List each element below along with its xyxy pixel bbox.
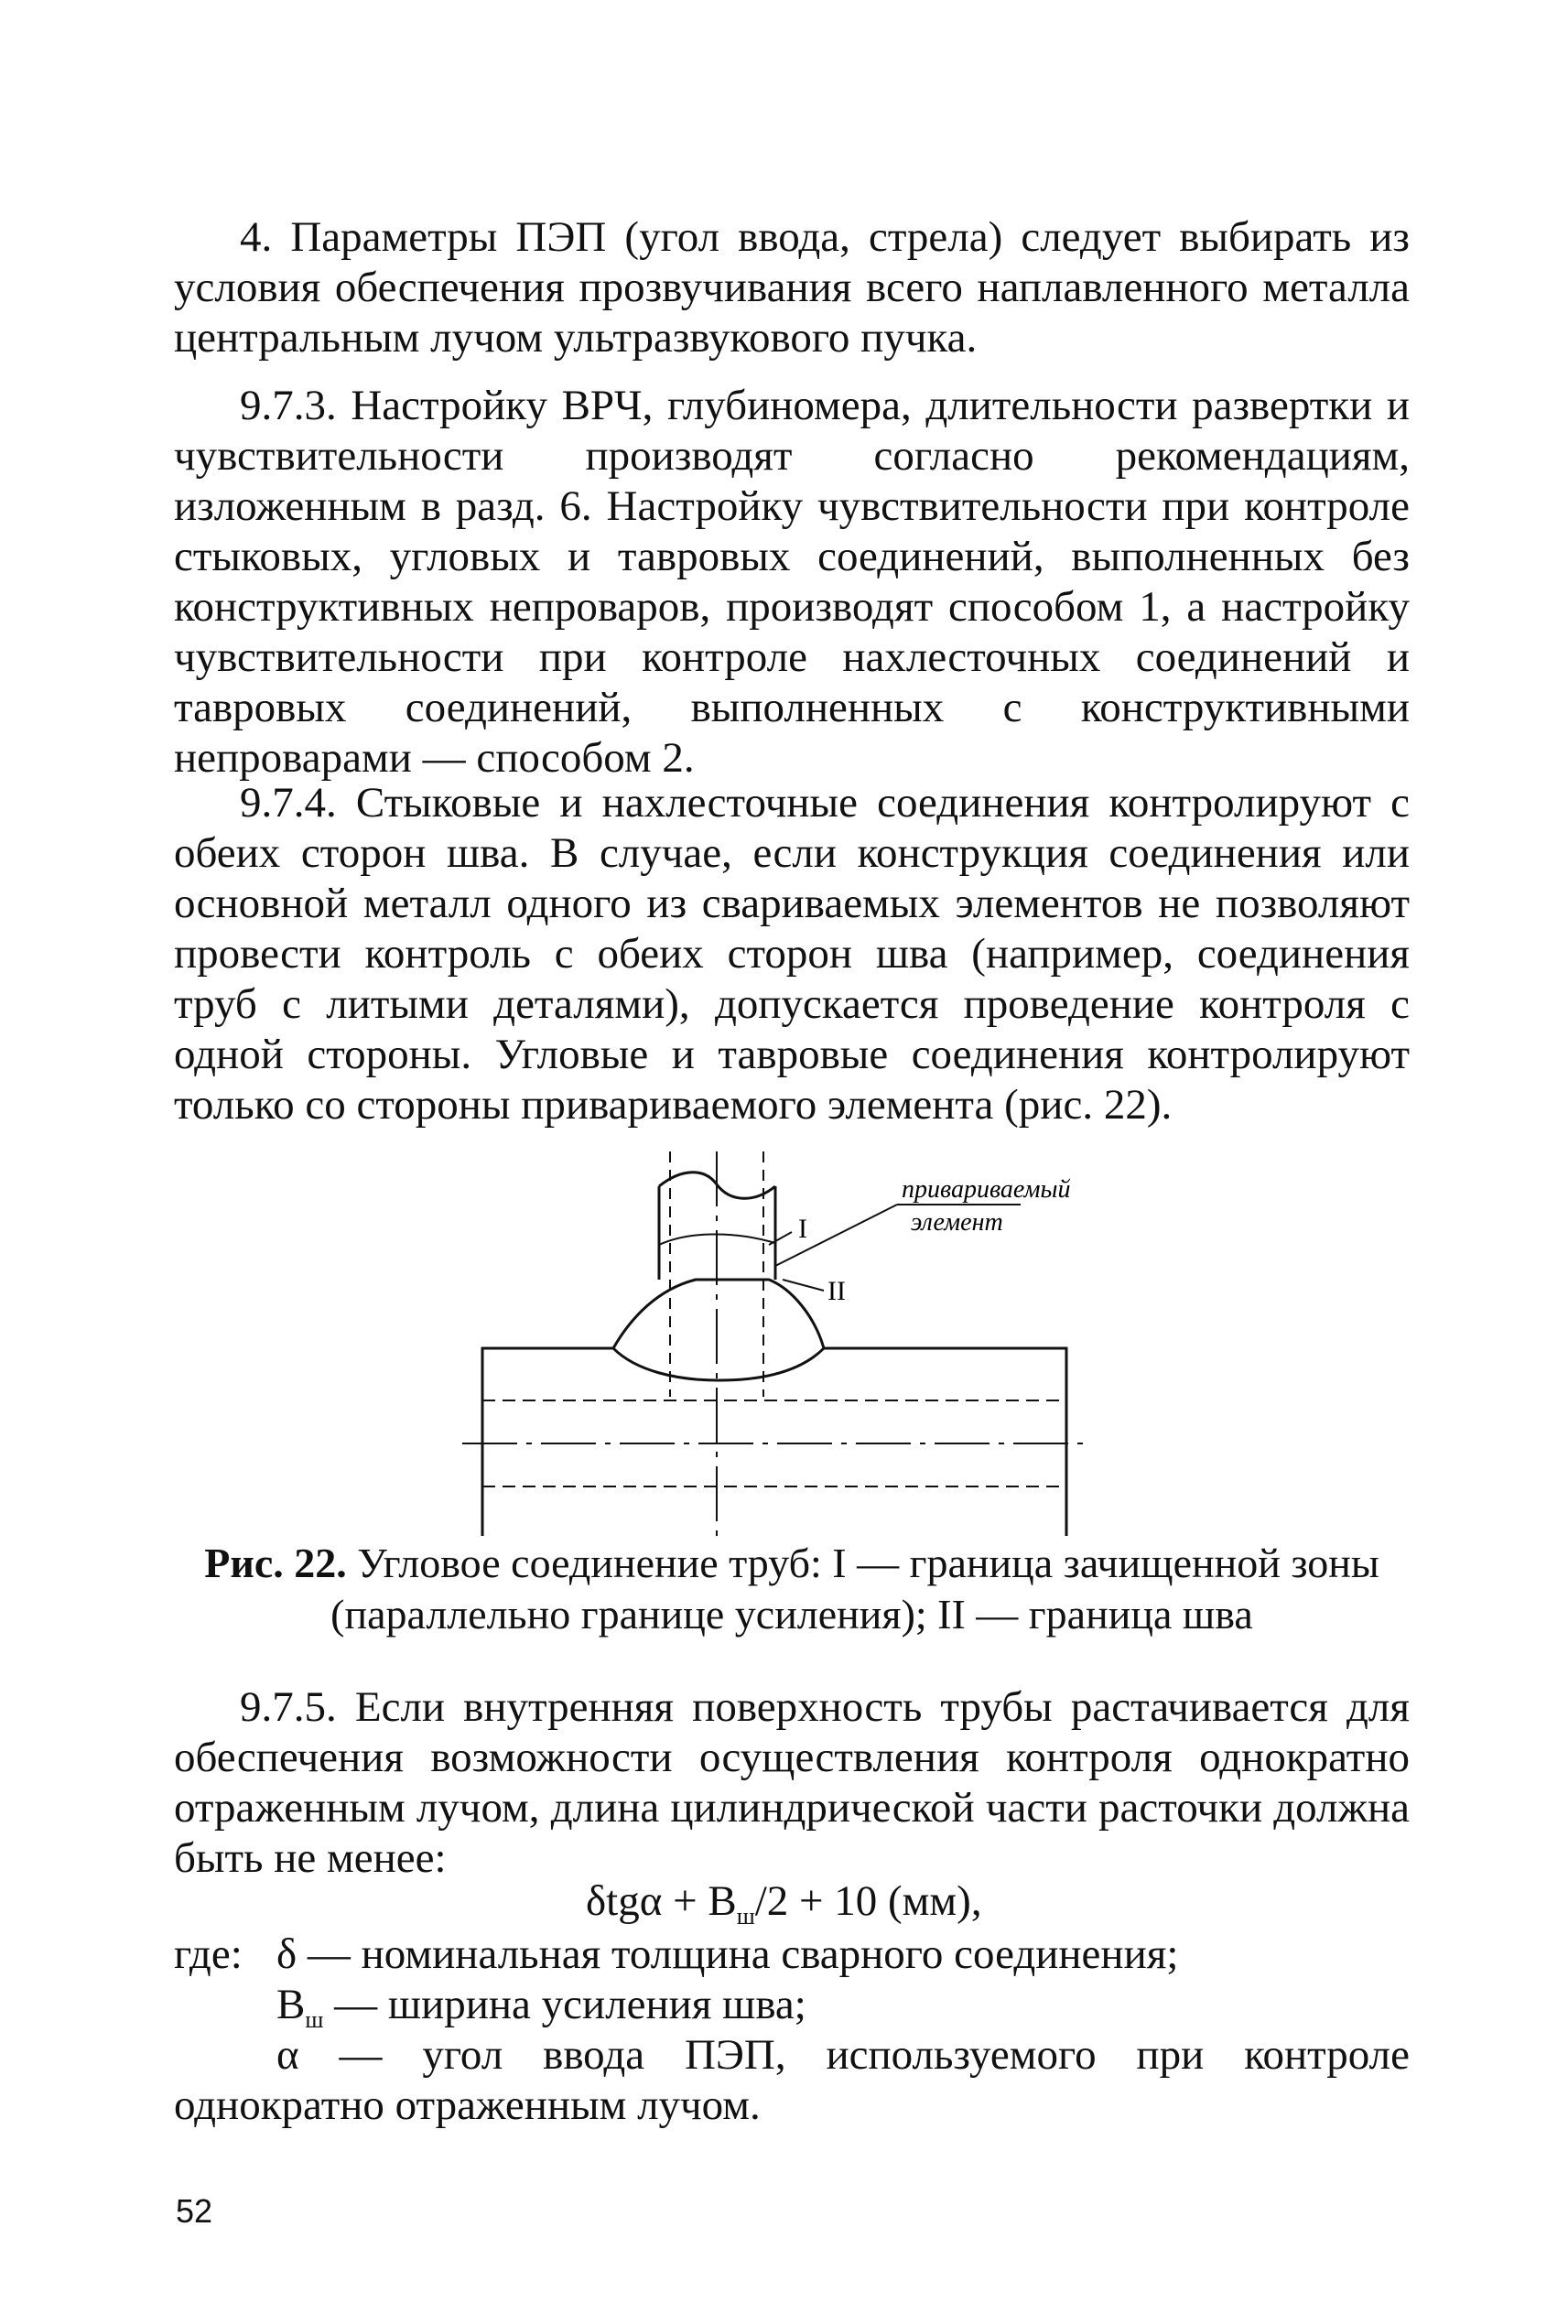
leader-line-I bbox=[769, 1232, 792, 1245]
legend-width-symbol: В bbox=[276, 1981, 306, 2028]
formula bbox=[586, 1876, 982, 1927]
label-welded-element-line2: элемент bbox=[911, 1208, 1003, 1237]
leader-line-II bbox=[783, 1280, 824, 1291]
leader-line-welded-element bbox=[775, 1205, 897, 1266]
pipe-joint-drawing bbox=[458, 1151, 1153, 1536]
paragraph-9-7-5: 9.7.5. Если внутренняя поверхность трубы растачивается для обеспечения возможности осуществления контроля однократно отраженным лучом, длина цилиндрической части расточки должна быть не менее: bbox=[174, 1683, 1410, 1882]
label-I: I bbox=[798, 1214, 807, 1244]
legend-row-width bbox=[174, 1980, 1410, 2033]
formula-subscript: ш bbox=[736, 1903, 755, 1929]
weld-bead bbox=[613, 1280, 824, 1380]
caption-figure-number: Рис. 22. bbox=[204, 1540, 347, 1586]
formula-part-2: /2 + 10 (мм), bbox=[754, 1877, 982, 1925]
legend-where-word: где: bbox=[174, 1930, 243, 1978]
figure-22-pipe-joint bbox=[458, 1151, 1153, 1536]
caption-line-1: Угловое соединение труб: I — граница зачищенной зоны bbox=[346, 1540, 1379, 1586]
figure-caption bbox=[174, 1538, 1410, 1640]
paragraph-9-7-4: 9.7.4. Стыковые и нахлесточные соединения контролируют с обеих сторон шва. В случае, если конструкция соединения или основной металл одного из свариваемых элементов не позволяют провести контроль с обеих сторон шва (например, соединения труб с литыми деталями), допускается проведение контроля с одной стороны. Угловые и тавровые соединения контролируют только со стороны привариваемого элемента (рис. 22). bbox=[174, 779, 1410, 1129]
legend-width-definition bbox=[276, 1980, 806, 2033]
formula-legend bbox=[174, 1929, 1410, 2131]
caption-line-2: (параллельно границе усиления); II — граница шва bbox=[330, 1591, 1253, 1638]
legend-delta-definition: δ — номинальная толщина сварного соединения; bbox=[276, 1930, 1179, 1978]
legend-width-text: — ширина усиления шва; bbox=[323, 1981, 806, 2028]
page-number: 52 bbox=[176, 2192, 213, 2230]
legend-width-subscript: ш bbox=[305, 2006, 324, 2033]
legend-alpha-definition: α — угол ввода ПЭП, используемого при контроле однократно отраженным лучом. bbox=[174, 2031, 1410, 2129]
paragraph-item-4: 4. Параметры ПЭП (угол ввода, стрела) следует выбирать из условия обеспечения прозвучивания всего наплавленного металла центральным лучом ультразвукового пучка. bbox=[174, 213, 1410, 362]
label-II: II bbox=[827, 1276, 846, 1306]
paragraph-9-7-3: 9.7.3. Настройку ВРЧ, глубиномера, длительности развертки и чувствительности производят согласно рекомендациям, изложенным в разд. 6. Настройку чувствительности при контроле стыковых, угловых и тавровых соединений, выполненных без конструктивных непроваров, производят способом 1, а настройку чувствительности при контроле нахлесточных соединений и тавровых соединений, выполненных с конструктивными непроварами — способом 2. bbox=[174, 382, 1410, 782]
label-welded-element-line1: привариваемый bbox=[902, 1175, 1071, 1204]
formula-part-1: δtgα + В bbox=[586, 1877, 737, 1925]
legend-row-delta bbox=[174, 1929, 1410, 1980]
main-pipe-outline bbox=[482, 1348, 1066, 1536]
